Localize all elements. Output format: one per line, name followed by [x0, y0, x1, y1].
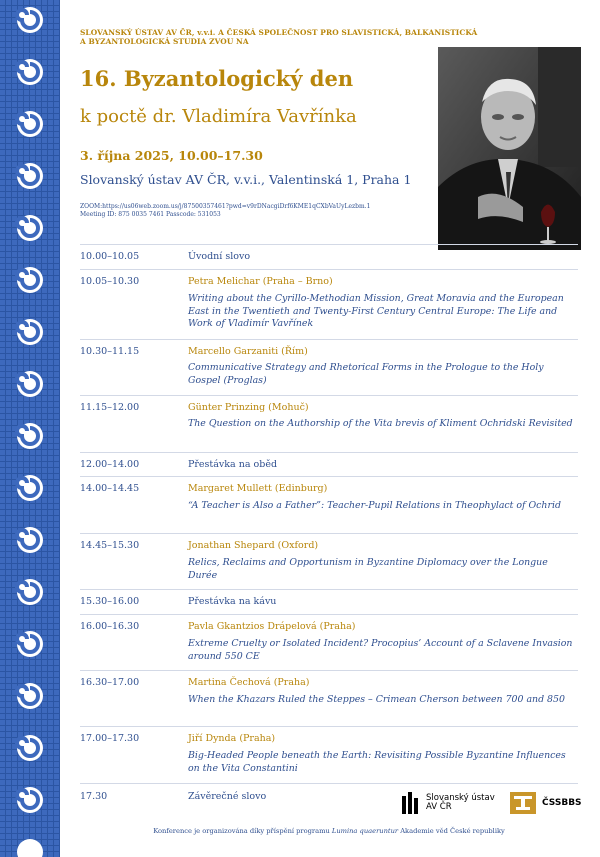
- session-time: 17.00–17.30: [80, 733, 140, 744]
- speaker-name: Petra Melichar (Praha – Brno): [188, 276, 333, 287]
- session-time: 16.00–16.30: [80, 621, 140, 632]
- talk-title: Writing about the Cyrillo-Methodian Mission, Great Moravia and the European East in the Twentieth and Twenty-First Century Central Europe: The Life and Work of Vladimír Vavřínek: [188, 293, 564, 329]
- cssbbs-emblem-icon: [510, 792, 536, 814]
- speaker-name: Günter Prinzing (Mohuč): [188, 402, 309, 413]
- footer-note: [80, 827, 578, 835]
- session-time: 10.05–10.30: [80, 276, 140, 287]
- talk-title: Big-Headed People beneath the Earth: Revisiting Possible Byzantine Influences on the Vita Constantini: [188, 750, 566, 774]
- talk-title: Relics, Reclaims and Opportunism in Byzantine Diplomacy over the Longue Durée: [188, 557, 548, 581]
- session-label: Přestávka na kávu: [188, 596, 277, 607]
- separator: [80, 614, 578, 615]
- separator: [80, 670, 578, 671]
- footer-text-after: Akademie věd České republiky: [398, 827, 505, 835]
- talk-title: Extreme Cruelty or Isolated Incident? Procopius’ Account of a Sclavene Invasion around 550 CE: [188, 638, 573, 662]
- separator: [80, 244, 578, 245]
- event-subtitle: k poctě dr. Vladimíra Vavřínka: [80, 106, 357, 127]
- session-label: Závěrečné slovo: [188, 791, 267, 802]
- speaker-name: Margaret Mullett (Edinburg): [188, 483, 328, 494]
- footer-program-name: Lumina quaeruntur: [331, 827, 399, 835]
- separator: [80, 726, 578, 727]
- separator: [80, 339, 578, 340]
- talk-title: “A Teacher is Also a Father”: Teacher-Pupil Relations in Theophylact of Ochrid: [188, 500, 561, 511]
- zoom-meeting-id: Meeting ID: 875 0035 7461 Passcode: 531053: [80, 211, 221, 218]
- speaker-name: Jonathan Shepard (Oxford): [188, 540, 319, 551]
- talk-title: The Question on the Authorship of the Vita brevis of Kliment Ochridski Revisited: [188, 418, 573, 429]
- logo-label-line-1: Slovanský ústav: [426, 792, 495, 803]
- logo-label-line-2: AV ČR: [426, 802, 452, 812]
- session-time: 15.30–16.00: [80, 596, 140, 607]
- session-time: 14.00–14.45: [80, 483, 140, 494]
- session-label: Úvodní slovo: [188, 251, 251, 262]
- session-time: 11.15–12.00: [80, 402, 140, 413]
- session-time: 17.30: [80, 791, 108, 802]
- separator: [80, 533, 578, 534]
- speaker-name: Pavla Gkantzios Drápelová (Praha): [188, 621, 356, 632]
- session-time: 10.00–10.05: [80, 251, 140, 262]
- slovansky-ustav-logo: [402, 792, 495, 814]
- separator: [80, 783, 578, 784]
- organizer-line-1: SLOVANSKÝ ÚSTAV AV ČR, v.v.i. A ČESKÁ SPOLEČNOST PRO SLAVISTICKÁ, BALKANISTICKÁ: [80, 28, 478, 37]
- organizer-line-2: A BYZANTOLOGICKÁ STUDIA ZVOU NA: [80, 37, 249, 46]
- portrait-photo: [438, 47, 581, 250]
- session-time: 12.00–14.00: [80, 459, 140, 470]
- talk-title: Communicative Strategy and Rhetorical Forms in the Prologue to the Holy Gospel (Proglas): [188, 362, 544, 386]
- wave-border-decoration: [0, 0, 60, 857]
- event-venue: Slovanský ústav AV ČR, v.v.i., Valentinská 1, Praha 1: [80, 172, 412, 187]
- session-time: 14.45–15.30: [80, 540, 140, 551]
- zoom-info: [80, 203, 440, 219]
- speaker-name: Jiří Dynda (Praha): [188, 733, 276, 744]
- speaker-name: Marcello Garzaniti (Řím): [188, 346, 308, 357]
- separator: [80, 395, 578, 396]
- separator: [80, 476, 578, 477]
- event-date: 3. října 2025, 10.00–17.30: [80, 148, 263, 163]
- speaker-name: Martina Čechová (Praha): [188, 677, 310, 688]
- event-title: 16. Byzantologický den: [80, 66, 354, 91]
- talk-title: When the Khazars Ruled the Steppes – Crimean Cherson between 700 and 850: [188, 694, 565, 705]
- session-label: Přestávka na oběd: [188, 459, 278, 470]
- organizer-header: [80, 28, 510, 46]
- zoom-link[interactable]: ZOOM:https://us06web.zoom.us/j/87500357461?pwd=v9rDNacgiDrf6KME1qCXbVaUyLezbm.1: [80, 203, 371, 210]
- separator: [80, 589, 578, 590]
- separator: [80, 269, 578, 270]
- session-time: 16.30–17.00: [80, 677, 140, 688]
- separator: [80, 452, 578, 453]
- cssbbs-logo: [510, 792, 582, 814]
- institute-emblem-icon: [402, 792, 420, 814]
- footer-text-before: Konference je organizována díky příspění programu: [153, 827, 332, 835]
- logo-label: ČSSBBS: [542, 798, 582, 808]
- session-time: 10.30–11.15: [80, 346, 140, 357]
